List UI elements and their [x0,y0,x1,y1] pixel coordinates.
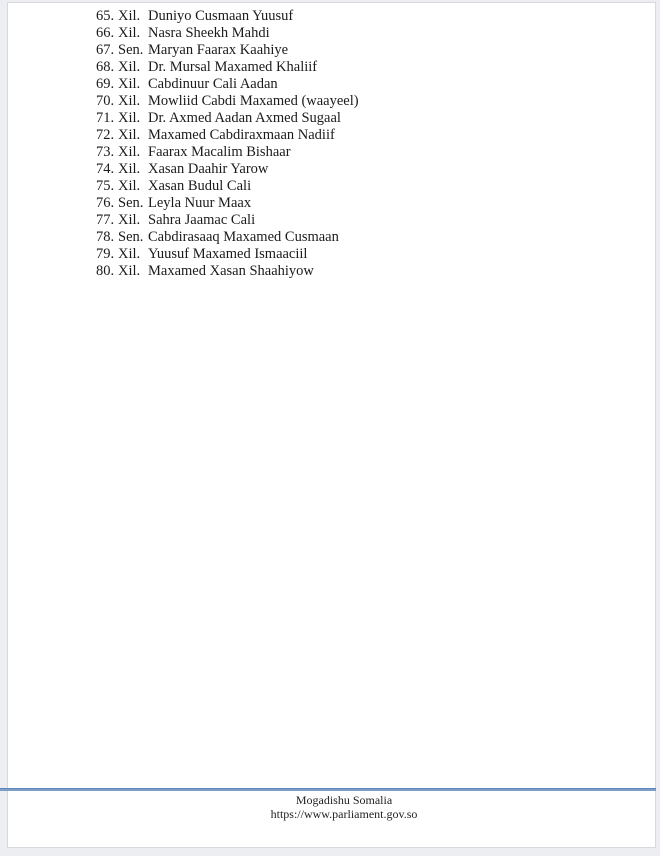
item-number: 79. [96,246,115,262]
list-item [96,144,645,161]
item-number: 69. [96,76,115,92]
item-number: 66. [96,25,115,41]
list-item [96,25,645,42]
item-name: Leyla Nuur Maax [148,195,252,211]
item-number: 77. [96,212,115,228]
item-title-prefix: Xil. [118,59,141,75]
item-title-prefix: Xil. [118,25,141,41]
item-name: Maxamed Xasan Shaahiyow [148,263,314,279]
item-title-prefix: Sen. [118,42,144,58]
item-name: Duniyo Cusmaan Yuusuf [148,8,294,24]
footer-divider-line [0,788,656,791]
item-title-prefix: Sen. [118,229,144,245]
item-name: Mowliid Cabdi Maxamed (waayeel) [148,93,359,109]
item-name: Maxamed Cabdiraxmaan Nadiif [148,127,335,143]
item-name: Xasan Budul Cali [148,178,252,194]
item-title-prefix: Xil. [118,178,141,194]
item-name: Nasra Sheekh Mahdi [148,25,270,41]
item-title-prefix: Xil. [118,8,141,24]
item-number: 70. [96,93,115,109]
item-title-prefix: Xil. [118,93,141,109]
list-item [96,93,645,110]
item-title-prefix: Sen. [118,195,144,211]
list-item [96,229,645,246]
item-name: Dr. Mursal Maxamed Khaliif [148,59,318,75]
list-item [96,8,645,25]
item-number: 74. [96,161,115,177]
item-title-prefix: Xil. [118,161,141,177]
item-number: 75. [96,178,115,194]
item-name: Faarax Macalim Bishaar [148,144,291,160]
list-item [96,42,645,59]
list-item [96,246,645,263]
list-item [96,161,645,178]
item-title-prefix: Xil. [118,246,141,262]
item-name: Cabdinuur Cali Aadan [148,76,278,92]
item-title-prefix: Xil. [118,144,141,160]
item-number: 68. [96,59,115,75]
item-number: 80. [96,263,115,279]
item-number: 71. [96,110,115,126]
item-name: Xasan Daahir Yarow [148,161,269,177]
item-name: Yuusuf Maxamed Ismaaciil [148,246,308,262]
list-item [96,127,645,144]
page-footer [36,793,652,821]
item-number: 76. [96,195,115,211]
item-title-prefix: Xil. [118,127,141,143]
member-list [96,8,645,280]
item-name: Sahra Jaamac Cali [148,212,256,228]
item-number: 73. [96,144,115,160]
item-title-prefix: Xil. [118,212,141,228]
item-title-prefix: Xil. [118,263,141,279]
footer-location: Mogadishu Somalia [295,793,393,807]
footer-url: https://www.parliament.gov.so [270,807,418,821]
list-item [96,110,645,127]
item-title-prefix: Xil. [118,76,141,92]
item-name: Maryan Faarax Kaahiye [148,42,289,58]
item-number: 65. [96,8,115,24]
item-number: 78. [96,229,115,245]
list-item [96,263,645,280]
item-title-prefix: Xil. [118,110,141,126]
list-item [96,212,645,229]
document-page [7,2,656,848]
item-number: 72. [96,127,115,143]
list-item [96,178,645,195]
item-number: 67. [96,42,115,58]
list-item [96,76,645,93]
list-item [96,195,645,212]
item-name: Cabdirasaaq Maxamed Cusmaan [148,229,339,245]
item-name: Dr. Axmed Aadan Axmed Sugaal [148,110,341,126]
list-item [96,59,645,76]
